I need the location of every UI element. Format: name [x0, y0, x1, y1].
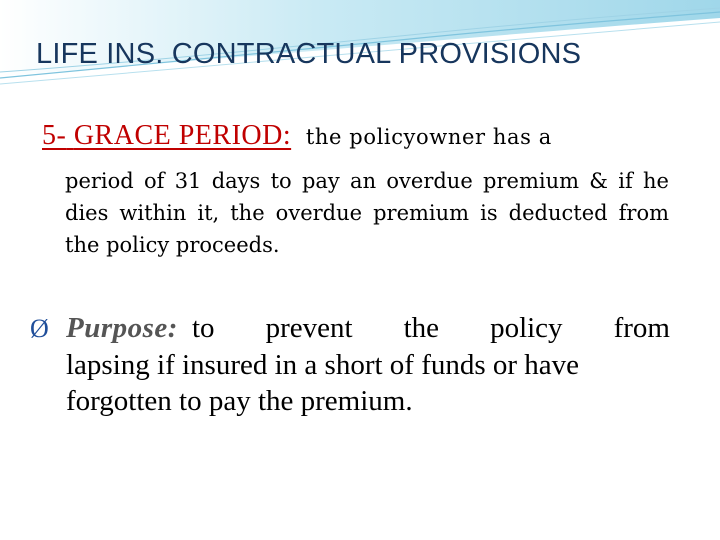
grace-period-label: 5- GRACE PERIOD:: [42, 120, 292, 151]
purpose-body: lapsing if insured in a short of funds or have forgotten to pay the premium.: [66, 349, 580, 417]
purpose-first-line: [30, 310, 670, 347]
arrow-bullet-icon: Ø: [30, 314, 49, 343]
slide-title: LIFE INS. CONTRACTUAL PROVISIONS: [36, 38, 582, 70]
purpose-section: [30, 310, 670, 419]
purpose-line-1: to prevent the policy from: [191, 312, 670, 344]
grace-period-heading: [42, 120, 670, 152]
grace-period-intro: the policyowner has a: [305, 125, 552, 149]
purpose-label: Purpose:: [66, 312, 178, 344]
grace-period-body: period of 31 days to pay an overdue premium & if he dies within it, the overdue premium is deducted from the policy proceeds.: [65, 169, 669, 257]
